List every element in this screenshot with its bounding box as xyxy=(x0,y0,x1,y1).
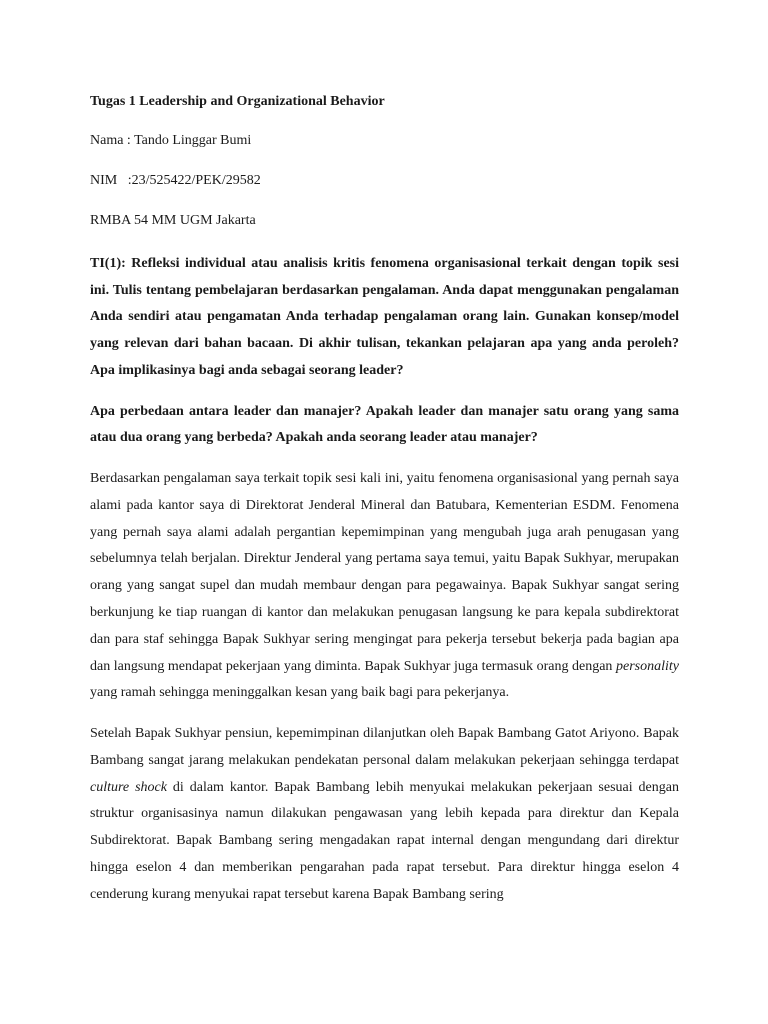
paragraph-2-text-b: di dalam kantor. Bapak Bambang lebih menyukai melakukan pekerjaan sesuai dengan struktur organisasinya namun dilakukan pengawasan yang lebih kepada para direktur dan Kepala Subdirektorat. Bapak Bambang sering mengadakan rapat internal dengan mengundang dari direktur hingga eselon 4 dan memberikan pengarahan pada rapat tersebut. Para direktur hingga eselon 4 cenderung kurang menyukai rapat tersebut karena Bapak Bambang sering xyxy=(90,779,679,902)
paragraph-1-text-b: yang ramah sehingga meninggalkan kesan yang baik bagi para pekerjanya. xyxy=(90,685,510,701)
body-paragraph-2 xyxy=(90,721,679,909)
student-name: Nama : Tando Linggar Bumi xyxy=(90,133,252,148)
student-nim: NIM :23/525422/PEK/29582 xyxy=(90,173,261,188)
body-paragraph-1 xyxy=(90,466,679,707)
paragraph-2-text-a: Setelah Bapak Sukhyar pensiun, kepemimpinan dilanjutkan oleh Bapak Bambang Gatot Ariyono. Bapak Bambang sangat jarang melakukan pendekatan personal dalam melakukan pekerjaan sehingga terdapat xyxy=(90,726,679,768)
paragraph-2-italic: culture shock xyxy=(90,779,167,795)
document-title: Tugas 1 Leadership and Organizational Behavior xyxy=(90,94,385,109)
document-page xyxy=(90,92,679,923)
paragraph-1-italic: personality xyxy=(616,658,679,674)
task-prompt: TI(1): Refleksi individual atau analisis kritis fenomena organisasional terkait dengan topik sesi ini. Tulis tentang pembelajaran berdasarkan pengalaman. Anda dapat menggunakan pengalaman Anda sendiri atau pengamatan Anda terhadap pengalaman orang lain. Gunakan konsep/model yang relevan dari bahan bacaan. Di akhir tulisan, tekankan pelajaran apa yang anda peroleh? Apa implikasinya bagi anda sebagai seorang leader? xyxy=(90,256,679,378)
paragraph-1-text-a: Berdasarkan pengalaman saya terkait topik sesi kali ini, yaitu fenomena organisasional yang pernah saya alami pada kantor saya di Direktorat Jenderal Mineral dan Batubara, Kementerian ESDM. Fenomena yang pernah saya alami adalah pergantian kepemimpinan yang mengubah juga arah penugasan yang sebelumnya telah berjalan. Direktur Jenderal yang pertama saya temui, yaitu Bapak Sukhyar, merupakan orang yang sangat supel dan mudah membaur dengan para pegawainya. Bapak Sukhyar sangat sering berkunjung ke tiap ruangan di kantor dan melakukan penugasan langsung ke para kepala subdirektorat dan para staf sehingga Bapak Sukhyar sering mengingat para pekerja tersebut bekerja pada bagian apa dan langsung mendapat pekerjaan yang diminta. Bapak Sukhyar juga termasuk orang dengan xyxy=(90,470,679,674)
student-class: RMBA 54 MM UGM Jakarta xyxy=(90,213,256,228)
essay-question: Apa perbedaan antara leader dan manajer? Apakah leader dan manajer satu orang yang sama atau dua orang yang berbeda? Apakah anda seorang leader atau manajer? xyxy=(90,403,679,446)
